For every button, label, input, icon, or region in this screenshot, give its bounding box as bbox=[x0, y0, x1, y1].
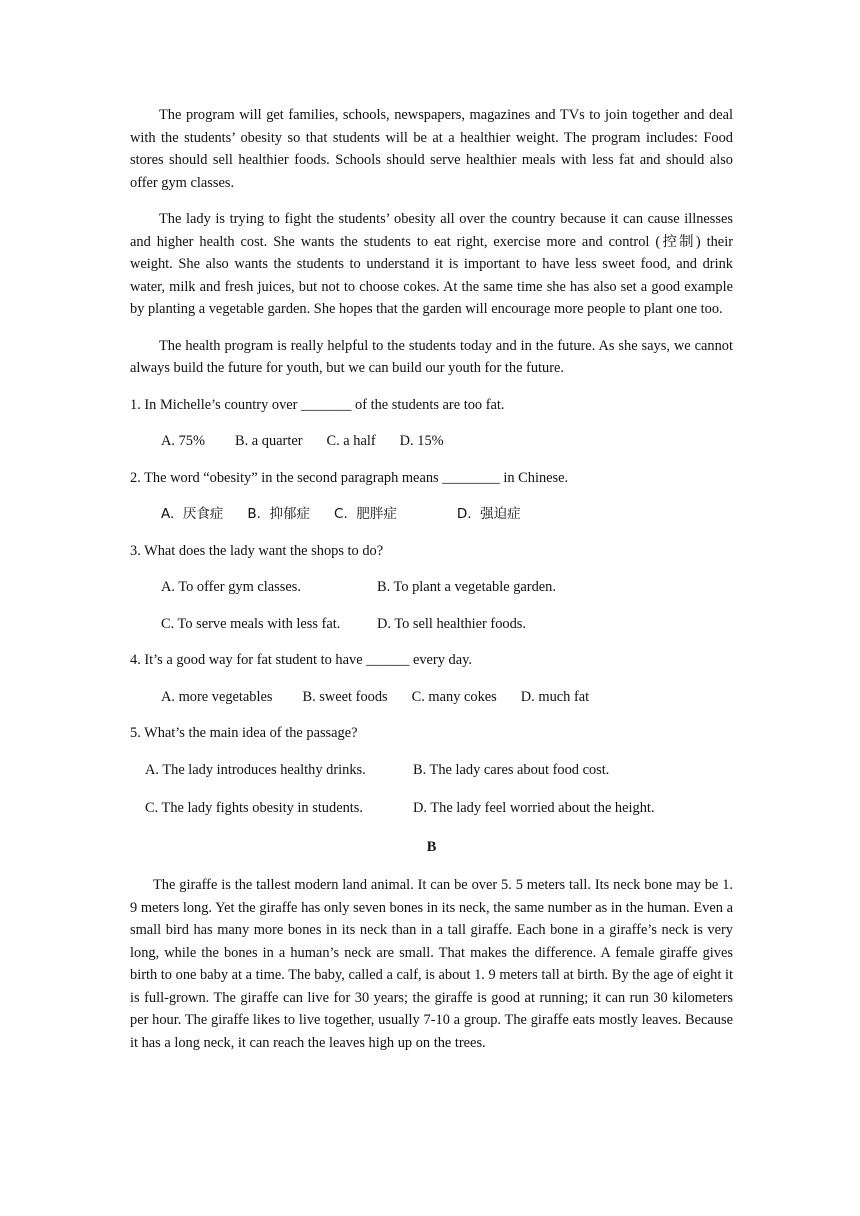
question-5-options-row-1 bbox=[130, 759, 733, 782]
question-3-option-a: A. To offer gym classes. bbox=[161, 579, 301, 595]
question-2-option-b: B. 抑郁症 bbox=[247, 506, 311, 522]
question-1-stem: 1. In Michelle’s country over _______ of the students are too fat. bbox=[130, 396, 505, 413]
question-5-option-b: B. The lady cares about food cost. bbox=[413, 761, 610, 778]
question-2-options bbox=[130, 503, 733, 526]
question-3-options-row-2 bbox=[130, 613, 733, 636]
question-5-option-c: C. The lady fights obesity in students. bbox=[145, 800, 363, 816]
question-4-option-d: D. much fat bbox=[520, 688, 590, 705]
question-1-option-b: B. a quarter bbox=[234, 433, 303, 449]
question-1-option-a: A. 75% bbox=[161, 433, 205, 449]
question-5-stem: 5. What’s the main idea of the passage? bbox=[130, 725, 358, 741]
question-4-option-c: C. many cokes bbox=[411, 688, 497, 705]
question-4-stem: 4. It’s a good way for fat student to have ______ every day. bbox=[130, 652, 472, 668]
question-3-option-c: C. To serve meals with less fat. bbox=[161, 615, 341, 632]
question-5-option-a: A. The lady introduces healthy drinks. bbox=[145, 761, 366, 778]
question-2-stem: 2. The word “obesity” in the second paragraph means ________ in Chinese. bbox=[130, 469, 569, 486]
passage-a-paragraph-2: The lady is trying to fight the students’ obesity all over the country because it can cause illnesses and higher health cost. She wants the students to eat right, exercise more and control (控制) their weight. She also wants the students to understand it is important to have less sweet food, and drink water, milk and fresh juices, but not to choose cokes. At the same time she has also set a good example by planting a vegetable garden. She hopes that the garden will encourage more people to plant one too. bbox=[130, 211, 733, 317]
question-5-option-d: D. The lady feel worried about the height. bbox=[413, 800, 655, 816]
question-3-option-d: D. To sell healthier foods. bbox=[377, 615, 526, 632]
question-4-option-a: A. more vegetables bbox=[161, 688, 273, 705]
passage-b-paragraph: The giraffe is the tallest modern land animal. It can be over 5. 5 meters tall. Its neck bone may be 1. 9 meters long. Yet the giraffe has only seven bones in its neck, the same number as in the human. Even a small bird has many more bones in its neck than in a tall giraffe. Each bone in a giraffe’s neck is very long, while the bones in a human’s neck are small. That makes the difference. A female giraffe gives birth to one baby at a time. The baby, called a calf, is about 1. 9 meters tall at birth. By the age of eight it is full-grown. The giraffe can live for 30 years; the giraffe is good at running; it can run 30 kilometers per hour. The giraffe likes to live together, usually 7-10 a group. The giraffe eats mostly leaves. Because it has a long neck, it can reach the leaves high up on the trees. bbox=[130, 877, 733, 1051]
question-2-option-a: A. 厌食症 bbox=[161, 506, 224, 522]
question-2-option-c: C. 肥胖症 bbox=[334, 506, 397, 522]
question-3-options-row-1 bbox=[130, 576, 733, 599]
question-1-options bbox=[130, 430, 733, 453]
question-1-option-c: C. a half bbox=[326, 433, 376, 449]
question-5-options-row-2 bbox=[130, 797, 733, 820]
question-4-options bbox=[130, 686, 733, 709]
question-3-stem: 3. What does the lady want the shops to do? bbox=[130, 542, 384, 559]
question-2-option-d: D. 强迫症 bbox=[456, 506, 521, 522]
document-page bbox=[130, 104, 733, 1054]
question-1-option-d: D. 15% bbox=[399, 433, 444, 449]
passage-a-paragraph-1: The program will get families, schools, newspapers, magazines and TVs to join together and deal with the students’ obesity so that students will be at a healthier weight. The program includes: Food stores should sell healthier foods. Schools should serve healthier meals with less fat and should also offer gym classes. bbox=[130, 107, 733, 191]
question-4-option-b: B. sweet foods bbox=[302, 688, 388, 705]
question-3-option-b: B. To plant a vegetable garden. bbox=[377, 579, 556, 595]
section-title-b: B bbox=[426, 838, 437, 855]
passage-a-paragraph-3: The health program is really helpful to the students today and in the future. As she says, we cannot always build the future for youth, but we can build our youth for the future. bbox=[130, 337, 733, 376]
